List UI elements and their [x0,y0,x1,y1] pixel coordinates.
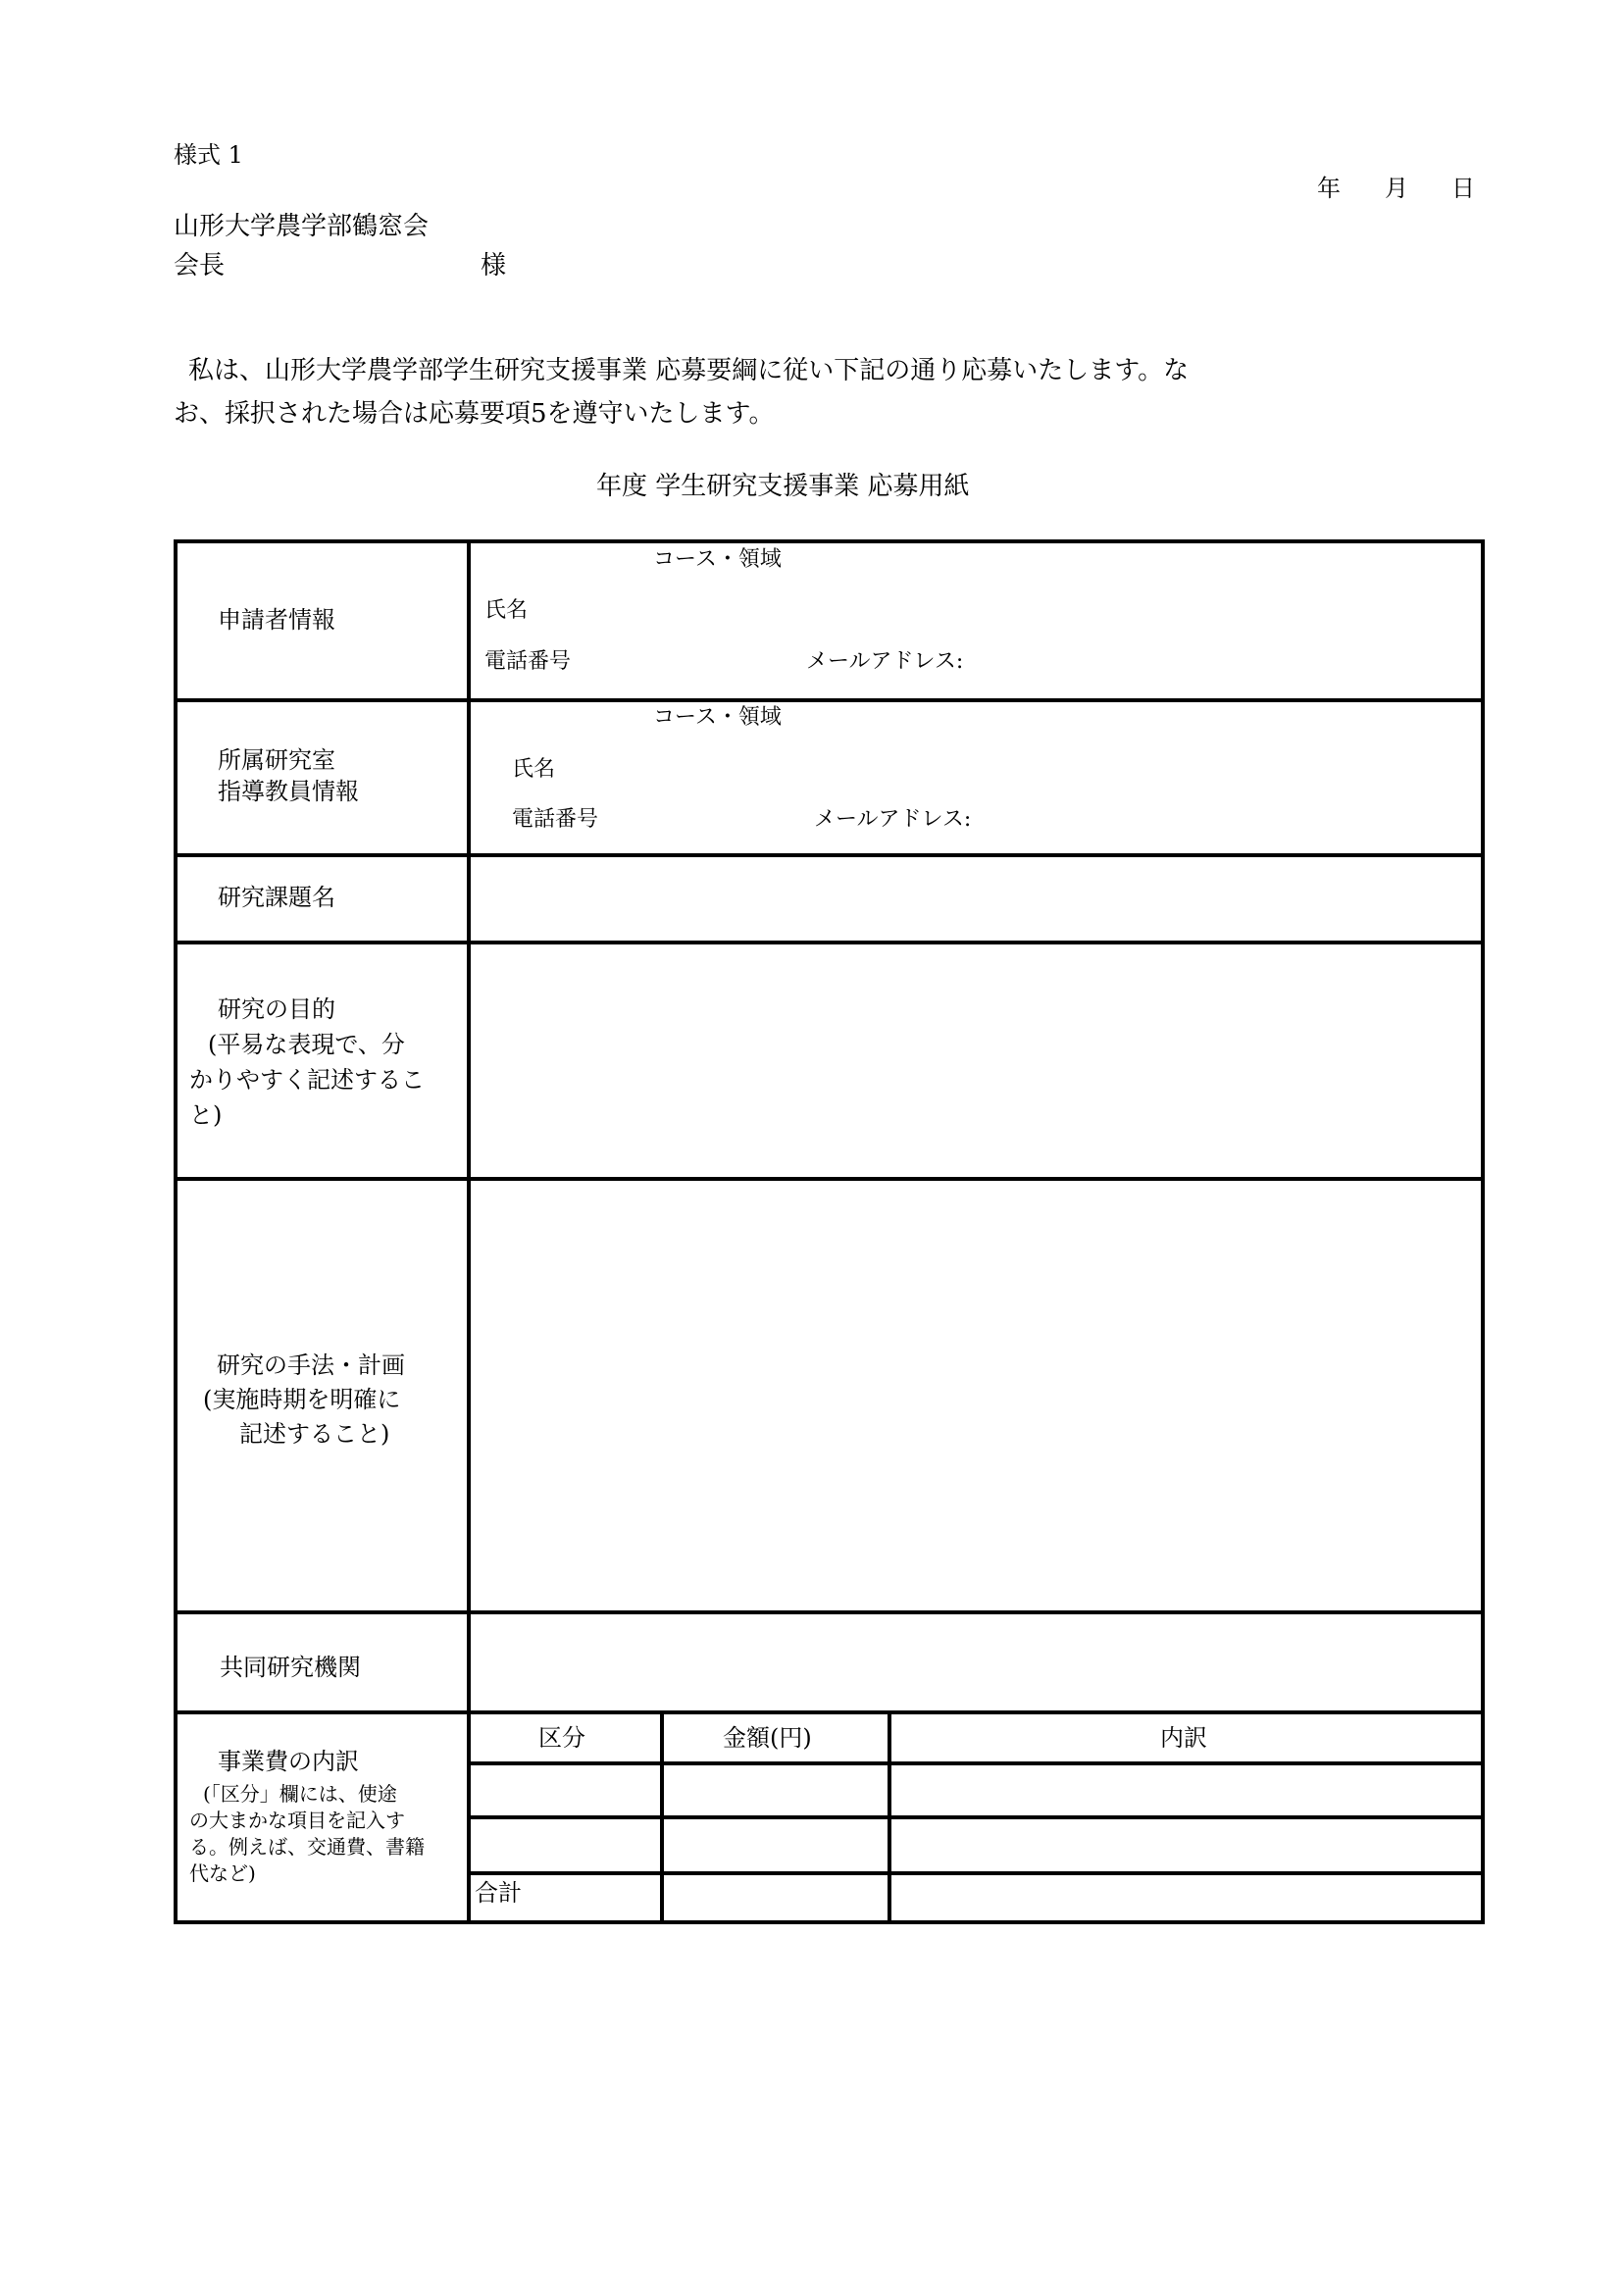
purpose-label-line-1: 研究の目的 [218,995,335,1023]
table-border-top [174,539,1485,543]
budget-row-1-amount[interactable] [666,1767,886,1813]
budget-label-line-2: (「区分」欄には、使途 [203,1782,397,1806]
research-purpose-field[interactable] [475,948,1477,1173]
budget-row-divider [467,1815,1485,1819]
budget-label-line-1: 事業費の内訳 [218,1748,359,1775]
recipient-title: 会長 [174,251,226,280]
collaborators-label: 共同研究機関 [220,1654,361,1681]
advisor-course-label: コース・領域 [653,705,782,730]
applicant-phone-field[interactable] [598,643,794,677]
research-title-field[interactable] [475,861,1477,937]
budget-row-2-amount[interactable] [666,1821,886,1869]
recipient-honorific: 様 [481,251,507,280]
date-year-label: 年 [1317,175,1341,202]
intro-line-2: お、採択された場合は応募要項5を遵守いたします。 [174,399,775,429]
budget-row-2-category[interactable] [473,1821,658,1869]
advisor-phone-label: 電話番号 [512,807,599,832]
budget-label-line-4: る。例えば、交通費、書籍 [189,1835,425,1859]
advisor-label-line-1: 所属研究室 [218,746,335,774]
row-divider [174,853,1485,857]
advisor-email-label: メールアドレス: [814,807,972,832]
budget-label-line-5: 代など) [189,1861,256,1885]
budget-row-divider [467,1871,1485,1875]
label-column-divider [467,539,471,1924]
row-divider [174,941,1485,944]
row-divider [174,1710,1485,1714]
table-border-left [174,539,178,1924]
row-divider [174,1610,1485,1614]
budget-row-2-details[interactable] [893,1821,1479,1869]
applicant-label: 申請者情報 [218,606,335,634]
budget-total-details[interactable] [893,1877,1479,1918]
budget-header-category: 区分 [538,1724,585,1752]
purpose-label-line-4: と) [189,1101,223,1129]
advisor-name-field[interactable] [579,751,1471,785]
recipient-organization: 山形大学農学部鶴窓会 [174,212,430,241]
applicant-email-field[interactable] [990,643,1471,677]
budget-header-amount: 金額(円) [723,1724,812,1752]
method-label-line-1: 研究の手法・計画 [217,1351,405,1379]
applicant-name-field[interactable] [549,592,1471,626]
advisor-course-field[interactable] [814,703,1471,733]
budget-label-line-3: の大まかな項目を記入す [189,1809,405,1832]
applicant-course-field[interactable] [814,545,1471,575]
method-label-line-2: (実施時期を明確に [203,1386,401,1413]
date-day-label: 日 [1451,175,1475,202]
advisor-label-line-2: 指導教員情報 [218,778,359,805]
budget-row-1-details[interactable] [893,1767,1479,1813]
table-border-bottom [174,1920,1485,1924]
budget-column-divider [660,1710,664,1924]
advisor-phone-field[interactable] [628,801,804,835]
intro-line-1: 私は、山形大学農学部学生研究支援事業 応募要綱に従い下記の通り応募いたします。な [188,356,1190,385]
budget-header-details: 内訳 [1160,1724,1207,1752]
budget-column-divider [888,1710,891,1924]
advisor-email-field[interactable] [1000,801,1471,835]
collaborators-field[interactable] [475,1618,1477,1707]
budget-row-divider [467,1761,1485,1765]
form-number: 様式 1 [174,141,243,169]
applicant-phone-label: 電話番号 [484,649,572,674]
applicant-name-label: 氏名 [484,598,529,623]
budget-total-amount[interactable] [666,1877,886,1918]
budget-row-1-category[interactable] [473,1767,658,1813]
applicant-email-label: メールアドレス: [806,649,964,674]
purpose-label-line-2: (平易な表現で、分 [208,1031,405,1058]
form-title: 年度 学生研究支援事業 応募用紙 [596,472,970,501]
method-label-line-3: 記述すること) [239,1420,390,1448]
advisor-name-label: 氏名 [512,757,556,782]
purpose-label-line-3: かりやすく記述するこ [189,1066,425,1094]
research-title-label: 研究課題名 [218,884,335,911]
date-month-label: 月 [1385,175,1408,202]
table-border-right [1481,539,1485,1924]
row-divider [174,1177,1485,1181]
budget-total-label: 合計 [475,1879,522,1907]
row-divider [174,698,1485,702]
research-method-field[interactable] [475,1185,1477,1606]
applicant-course-label: コース・領域 [653,547,782,572]
